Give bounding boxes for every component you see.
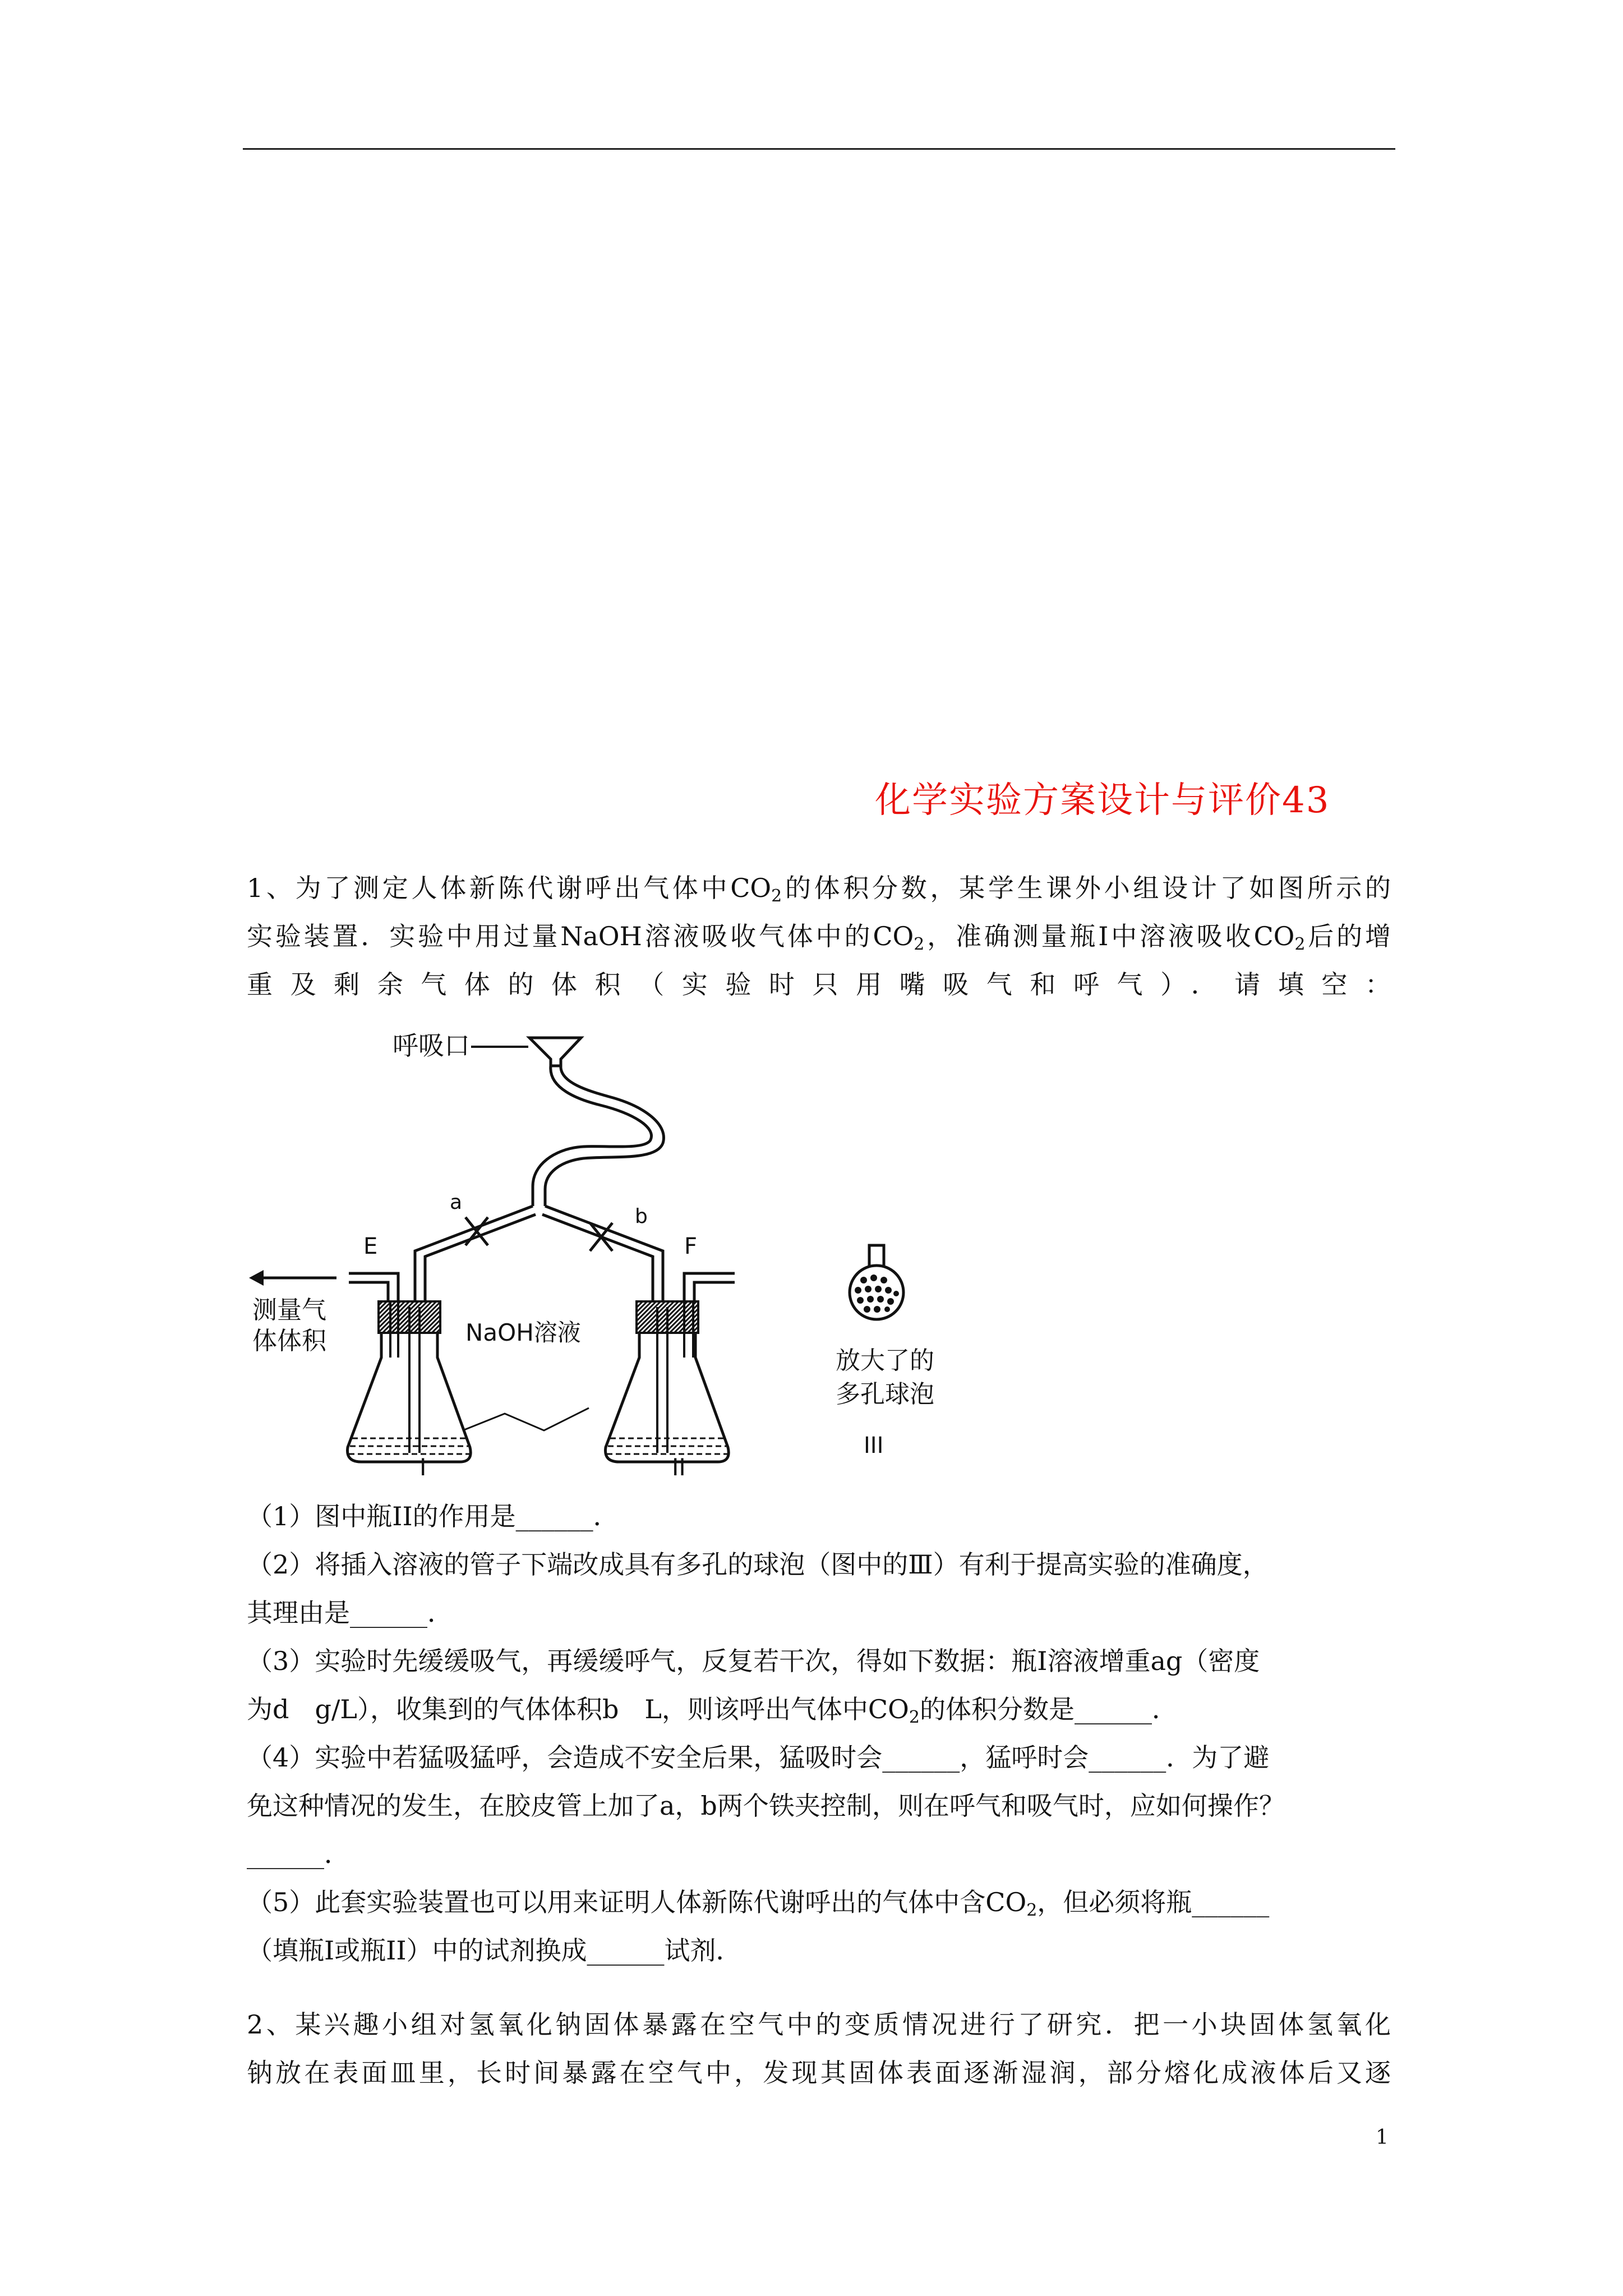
q1-sub-4-line-2: 免这种情况的发生，在胶皮管上加了a，b两个铁夹控制，则在呼气和吸气时，应如何操作？ [247, 1791, 1285, 1821]
apparatus-figure [241, 1021, 981, 1481]
outlet-tube-e [349, 1273, 398, 1301]
clamp-a-label: a [450, 1191, 463, 1214]
q1-line1-post: 的体积分数，某学生课外小组设计了如图所示的 [782, 873, 1391, 903]
page-number: 1 [1376, 2126, 1389, 2149]
q1-sub-3-line-1: （3）实验时先缓缓吸气，再缓缓呼气，反复若干次，得如下数据：瓶I溶液增重ag（密度 [247, 1646, 1260, 1676]
bulb-label-line2: 多孔球泡 [836, 1380, 934, 1409]
q1-line1-sub: 2 [771, 886, 782, 906]
q1-sub-1: （1）图中瓶II的作用是______． [247, 1501, 619, 1531]
y-junction [415, 1206, 663, 1307]
q1-sub5-sub: 2 [1026, 1901, 1038, 1920]
naoh-label: NaOH溶液 [465, 1319, 581, 1346]
mouthpiece-label: 呼吸口 [393, 1030, 470, 1061]
q1-sub-5-line-2: （填瓶I或瓶II）中的试剂换成______试剂． [247, 1935, 742, 1966]
q1-line2-pre: 实验装置．实验中用过量NaOH溶液吸收气体中的CO [247, 921, 914, 951]
header-rule [243, 148, 1395, 150]
bottle-f-label: F [684, 1234, 698, 1259]
bottle-e-label: E [363, 1234, 378, 1259]
measure-label-line1: 测量气 [252, 1296, 326, 1324]
q1-sub-2-line-1: （2）将插入溶液的管子下端改成具有多孔的球泡（图中的Ⅲ）有利于提高实验的准确度， [247, 1549, 1269, 1580]
outlet-tube-f [684, 1273, 735, 1301]
q1-sub3-sub: 2 [909, 1708, 920, 1727]
bulb-numeral: III [864, 1433, 884, 1458]
page-title: 化学实验方案设计与评价43 [875, 780, 1330, 821]
q1-line2-mid: ，准确测量瓶I中溶液吸收CO [924, 921, 1295, 951]
porous-bulb [850, 1245, 903, 1319]
q1-line1-pre: 1、为了测定人体新陈代谢呼出气体中CO [247, 873, 772, 903]
q1-sub5-pre: （5）此套实验装置也可以用来证明人体新陈代谢呼出的气体中含CO [247, 1887, 1027, 1917]
q1-sub-5-line-1 [247, 1878, 1391, 1926]
rubber-tube [533, 1066, 663, 1206]
bulb-label-line1: 放大了的 [836, 1346, 934, 1375]
measure-label-line2: 体体积 [252, 1327, 326, 1355]
q1-line2-sub2: 2 [1294, 935, 1306, 954]
bottle-1-label: I [419, 1453, 427, 1481]
q1-sub-3-line-2 [247, 1685, 1391, 1733]
measure-arrowhead [249, 1270, 264, 1286]
q1-sub3-pre: 为d g/L），收集到的气体体积b L，则该呼出气体中CO [247, 1694, 909, 1724]
bottle-2-label: II [672, 1453, 686, 1481]
q1-line2-sub1: 2 [914, 935, 925, 954]
q1-line2-post: 后的增 [1305, 921, 1391, 951]
q1-sub5-post: ，但必须将瓶______ [1037, 1887, 1270, 1917]
apparatus-diagram [241, 1021, 981, 1481]
q1-sub3-post: 的体积分数是______． [919, 1694, 1178, 1724]
q2-line-2: 钠放在表面皿里，长时间暴露在空气中，发现其固体表面逐渐湿润，部分熔化成液体后又逐 [247, 2058, 1391, 2088]
q2-line-1: 2、某兴趣小组对氢氧化钠固体暴露在空气中的变质情况进行了研究．把一小块固体氢氧化 [247, 2009, 1391, 2040]
q1-sub-2-line-2: 其理由是______． [247, 1598, 453, 1628]
q1-line-3: 重及剩余气体的体积（实验时只用嘴吸气和呼气）．请填空： [247, 969, 1391, 1000]
mouthpiece-funnel [529, 1038, 581, 1066]
q1-sub-4-line-3: ______． [247, 1839, 350, 1869]
q1-line-2 [247, 912, 1391, 960]
naoh-pointer [463, 1408, 589, 1430]
q1-line-1 [247, 864, 1391, 912]
q1-sub-4-line-1: （4）实验中若猛吸猛呼，会造成不安全后果，猛吸时会______，猛呼时会______．为了避 [247, 1742, 1270, 1773]
clamp-b-label: b [635, 1205, 648, 1228]
